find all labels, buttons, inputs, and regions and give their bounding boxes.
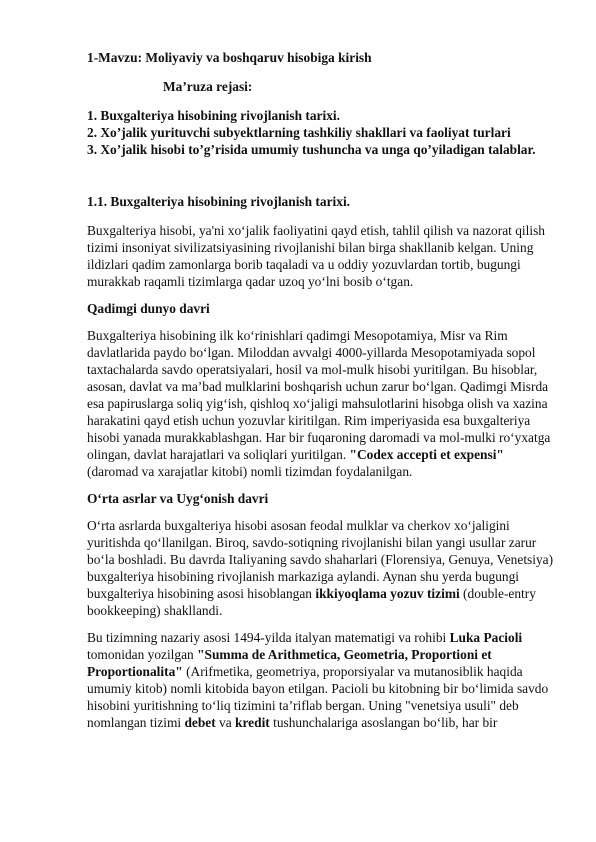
plan-heading: Ma’ruza rejasi: xyxy=(163,79,253,94)
medieval-paragraph xyxy=(87,517,557,619)
paragraph-text: (double-entry bookkeeping) shakllandi. xyxy=(87,586,536,618)
bold-term: "Codex accepti et expensi" xyxy=(349,447,504,462)
paragraph-text: (Arifmetika, geometriya, proporsiyalar va mutanosiblik haqida umumiy kitob) nomli kitobida bayon etilgan. Pacioli bu kitobning bir bo‘limida savdo hisobini yuritishning to‘liq tizimini ta’riflab bergan. Uning "venetsiya usuli" deb nomlangan tizimi xyxy=(87,664,549,730)
toc-item: 2. Xo’jalik yurituvchi subyektlarning tashkiliy shakllari va faoliyat turlari xyxy=(87,125,511,140)
toc-item: 1. Buxgalteriya hisobining rivojlanish tarixi. xyxy=(87,108,340,123)
paragraph-text: O‘rta asrlarda buxgalteriya hisobi asosan feodal mulklar va cherkov xo‘jaligini yuritishda qo‘llanilgan. Biroq, savdo-sotiqning rivojlanishi bilan yangi usullar zarur bo‘la boshladi. Bu davrda Italiyaning savdo shaharlari (Florensiya, Genuya, Venetsiya) buxgalteriya hisobining rivojlanish markaziga aylandi. Aynan shu yerda bugungi buxgalteriya hisobining asosi hisoblangan xyxy=(87,518,554,601)
ancient-heading: Qadimgi dunyo davri xyxy=(87,301,210,316)
medieval-heading: O‘rta asrlar va Uyg‘onish davri xyxy=(87,491,269,506)
intro-paragraph: Buxgalteriya hisobi, ya'ni xo‘jalik faoliyatini qayd etish, tahlil qilish va nazorat qilish tizimi insoniyat sivilizatsiyasining rivojlanishi bilan birga shakllanib kelgan. Uning ildizlari qadim zamonlarga borib taqaladi va u oddiy yozuvlardan tortib, bugungi murakkab raqamli tizimlarga qadar uzoq yo‘lni bosib o‘tgan. xyxy=(87,223,545,289)
paragraph-text: tomonidan yozilgan xyxy=(87,647,198,662)
paragraph-text: va xyxy=(215,715,236,730)
paragraph-text: (daromad va xarajatlar kitobi) nomli tizimdan foydalanilgan. xyxy=(87,464,413,479)
document-title: 1-Mavzu: Moliyaviy va boshqaruv hisobiga kirish xyxy=(87,50,372,65)
document-page xyxy=(87,49,557,741)
paragraph-text: tushunchalariga asoslangan bo‘lib, har bir xyxy=(269,715,498,730)
table-of-contents xyxy=(87,107,557,158)
bold-term: ikkiyoqlama yozuv tizimi xyxy=(315,586,460,601)
paragraph-text: Buxgalteriya hisobining ilk ko‘rinishlari qadimgi Mesopotamiya, Misr va Rim davlatlarida paydo bo‘lgan. Miloddan avvalgi 4000-yillarda Mesopotamiyada sopol taxtachalarda savdo operatsiyalari, hosil va mol-mulk hisobi yuritilgan. Bu hisoblar, asosan, davlat va ma’bad mulklarini boshqarish uchun zarur bo‘lgan. Qadimgi Misrda esa papiruslarga soliq yig‘ish, qishloq xo‘jaligi mahsulotlarini hisobga olish va xazina harakatini qayd etish uchun yozuvlar kiritilgan. Rim imperiyasida esa buxgalteriya hisobi yanada murakkablashgan. Har bir fuqaroning daromadi va mol-mulki ro‘yxatga olingan, davlat harajatlari va soliqlari yuritilgan. xyxy=(87,328,551,462)
pacioli-paragraph xyxy=(87,629,557,731)
bold-term: Luka Pacioli xyxy=(449,630,523,645)
bold-term: "Summa de Arithmetica, Geometria, Proportioni et Proportionalita" xyxy=(87,647,492,679)
ancient-paragraph xyxy=(87,327,557,480)
bold-term: kredit xyxy=(235,715,270,730)
toc-item: 3. Xo’jalik hisobi to’g’risida umumiy tushuncha va unga qo’yiladigan talablar. xyxy=(87,142,536,157)
section-heading: 1.1. Buxgalteriya hisobining rivojlanish tarixi. xyxy=(87,194,351,209)
bold-term: debet xyxy=(184,715,216,730)
paragraph-text: Bu tizimning nazariy asosi 1494-yilda italyan matematigi va rohibi xyxy=(87,630,450,645)
